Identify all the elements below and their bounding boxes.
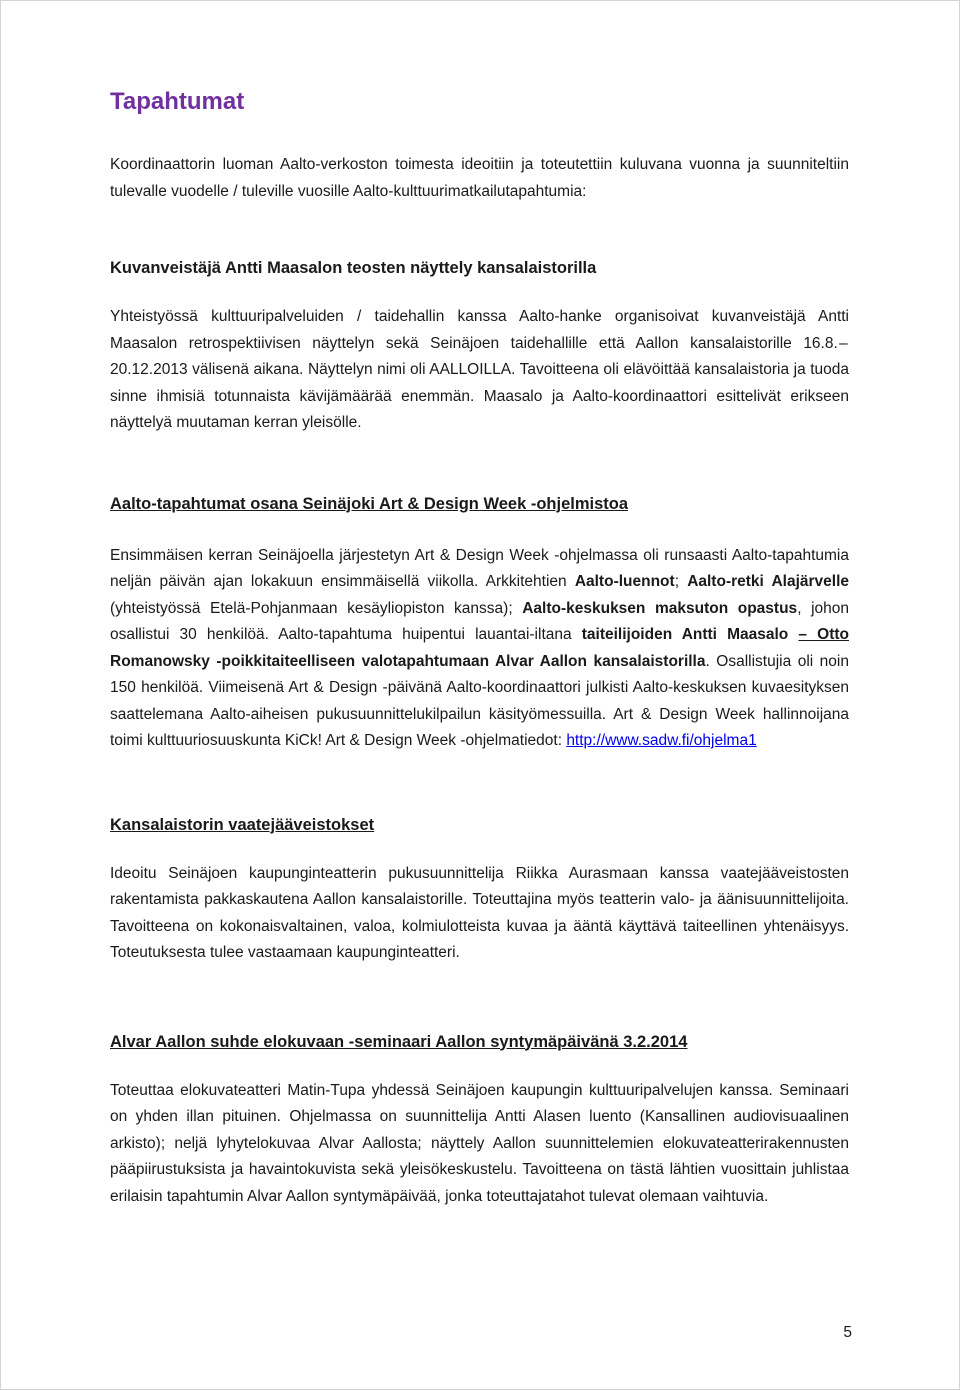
section-heading: Kuvanveistäjä Antti Maasalon teosten näyttely kansalaistorilla xyxy=(110,259,597,277)
intro-paragraph: Koordinaattorin luoman Aalto-verkoston toimesta ideoitiin ja toteutettiin kuluvana vuonna ja suunniteltiin tulevalle vuodelle / tuleville vuosille Aalto-kulttuurimatkailutapahtumia: xyxy=(110,156,849,200)
program-link[interactable]: http://www.sadw.fi/ohjelma1 xyxy=(566,732,757,749)
text-run: . Osallistujia oli noin 150 henkilöä. Viimeisenä Art & Design -päivänä Aalto-koordinaattori julkisti Aalto-keskuksen kuvaesityksen saattelemana Aalto-aiheisen pukusuunnittelukilpailun käsityömessuilla. Art & Design Week hallinnoijana toimi kulttuuriosuuskunta KiCk! Art & Design Week -ohjelmatiedot: xyxy=(110,652,849,749)
section-body: Ideoitu Seinäjoen kaupunginteatterin pukusuunnittelija Riikka Aurasmaan kanssa vaatejääveistosten rakentamista pakkaskautena Aallon kansalaistorille. Toteuttajina myös teatterin valo- ja äänisuunnittelijoita. Tavoitteena on kokonaisvaltainen, valoa, kolmiulotteista kuvaa ja ääntä käyttävä taiteellinen yhtenäisyys. Toteutuksesta tulee vastaamaan kaupunginteatteri. xyxy=(110,864,849,961)
section-body: Toteuttaa elokuvateatteri Matin-Tupa yhdessä Seinäjoen kaupungin kulttuuripalvelujen kanssa. Seminaari on yhden illan pituinen. Ohjelmassa on suunnittelija Antti Alasen luento (Kansallinen audiovisuaalinen arkisto); neljä lyhytelokuvaa Alvar Aallosta; näyttely Aallon suunnittelemien elokuvateatterirakennusten pääpiirustuksista ja havaintokuvista sekä yleisökeskustelu. Tavoitteena on tästä lähtien vuosittain juhlistaa erilaisin tapahtumin Alvar Aallon syntymäpäivää, jonka toteuttajatahot tulevat olemaan vaihtuvia. xyxy=(110,1081,849,1205)
section-body: Yhteistyössä kulttuuripalveluiden / taidehallin kanssa Aalto-hanke organisoivat kuvanveistäjä Antti Maasalon retrospektiivisen näyttelyn sekä Seinäjoen taidehallille että Aallon kansalaistorille 16.8. – 20.12.2013 välisenä aikana. Näyttelyn nimi oli AALLOILLA. Tavoitteena oli elävöittää kansalaistoria ja tuoda sinne ihmisiä totunnaista kävijämäärää enemmän. Maasalo ja Aalto-koordinaattori esittelivät erikseen näyttelyä muutaman kerran yleisölle. xyxy=(110,308,849,431)
bold-run-valotapahtuma-a: taiteilijoiden Antti Maasalo xyxy=(581,626,799,643)
text-run: , johon osallistui 30 henkilöä. Aalto-tapahtuma huipentui lauantai-iltana xyxy=(110,599,849,643)
text-run: ; xyxy=(674,573,688,590)
bold-run-valotapahtuma-b: Romanowsky -poikkitaiteelliseen valotapahtumaan Alvar Aallon kansalaistorilla xyxy=(110,652,706,670)
section-ice-sculptures xyxy=(110,812,849,967)
bold-run-aalto-retki: Aalto-retki Alajärvelle xyxy=(687,573,849,590)
bold-run-aalto-keskus-opastus: Aalto-keskuksen maksuton opastus xyxy=(522,599,798,617)
bold-underlined-run: – Otto xyxy=(798,626,849,643)
page-number: 5 xyxy=(843,1324,852,1341)
section-art-design-week xyxy=(110,491,849,755)
section-heading: Aalto-tapahtumat osana Seinäjoki Art & Design Week -ohjelmistoa xyxy=(110,494,629,513)
text-run: Ensimmäisen kerran Seinäjoella järjestetyn Art & Design Week -ohjelmassa oli runsaasti Aalto-tapahtumia neljän päivän ajan lokakuun ensimmäisellä viikolla. Arkkitehtien xyxy=(110,546,849,590)
section-body xyxy=(110,543,849,755)
section-heading: Kansalaistorin vaatejääveistokset xyxy=(110,815,375,834)
page-title: Tapahtumat xyxy=(110,88,245,115)
section-maasalo-exhibition xyxy=(110,255,849,437)
section-film-seminar xyxy=(110,1029,849,1211)
bold-run-aalto-luennot: Aalto-luennot xyxy=(574,573,675,590)
section-heading: Alvar Aallon suhde elokuvaan -seminaari Aallon syntymäpäivänä 3.2.2014 xyxy=(110,1032,688,1051)
text-run: (yhteistyössä Etelä-Pohjanmaan kesäyliopiston kanssa); xyxy=(110,599,523,617)
